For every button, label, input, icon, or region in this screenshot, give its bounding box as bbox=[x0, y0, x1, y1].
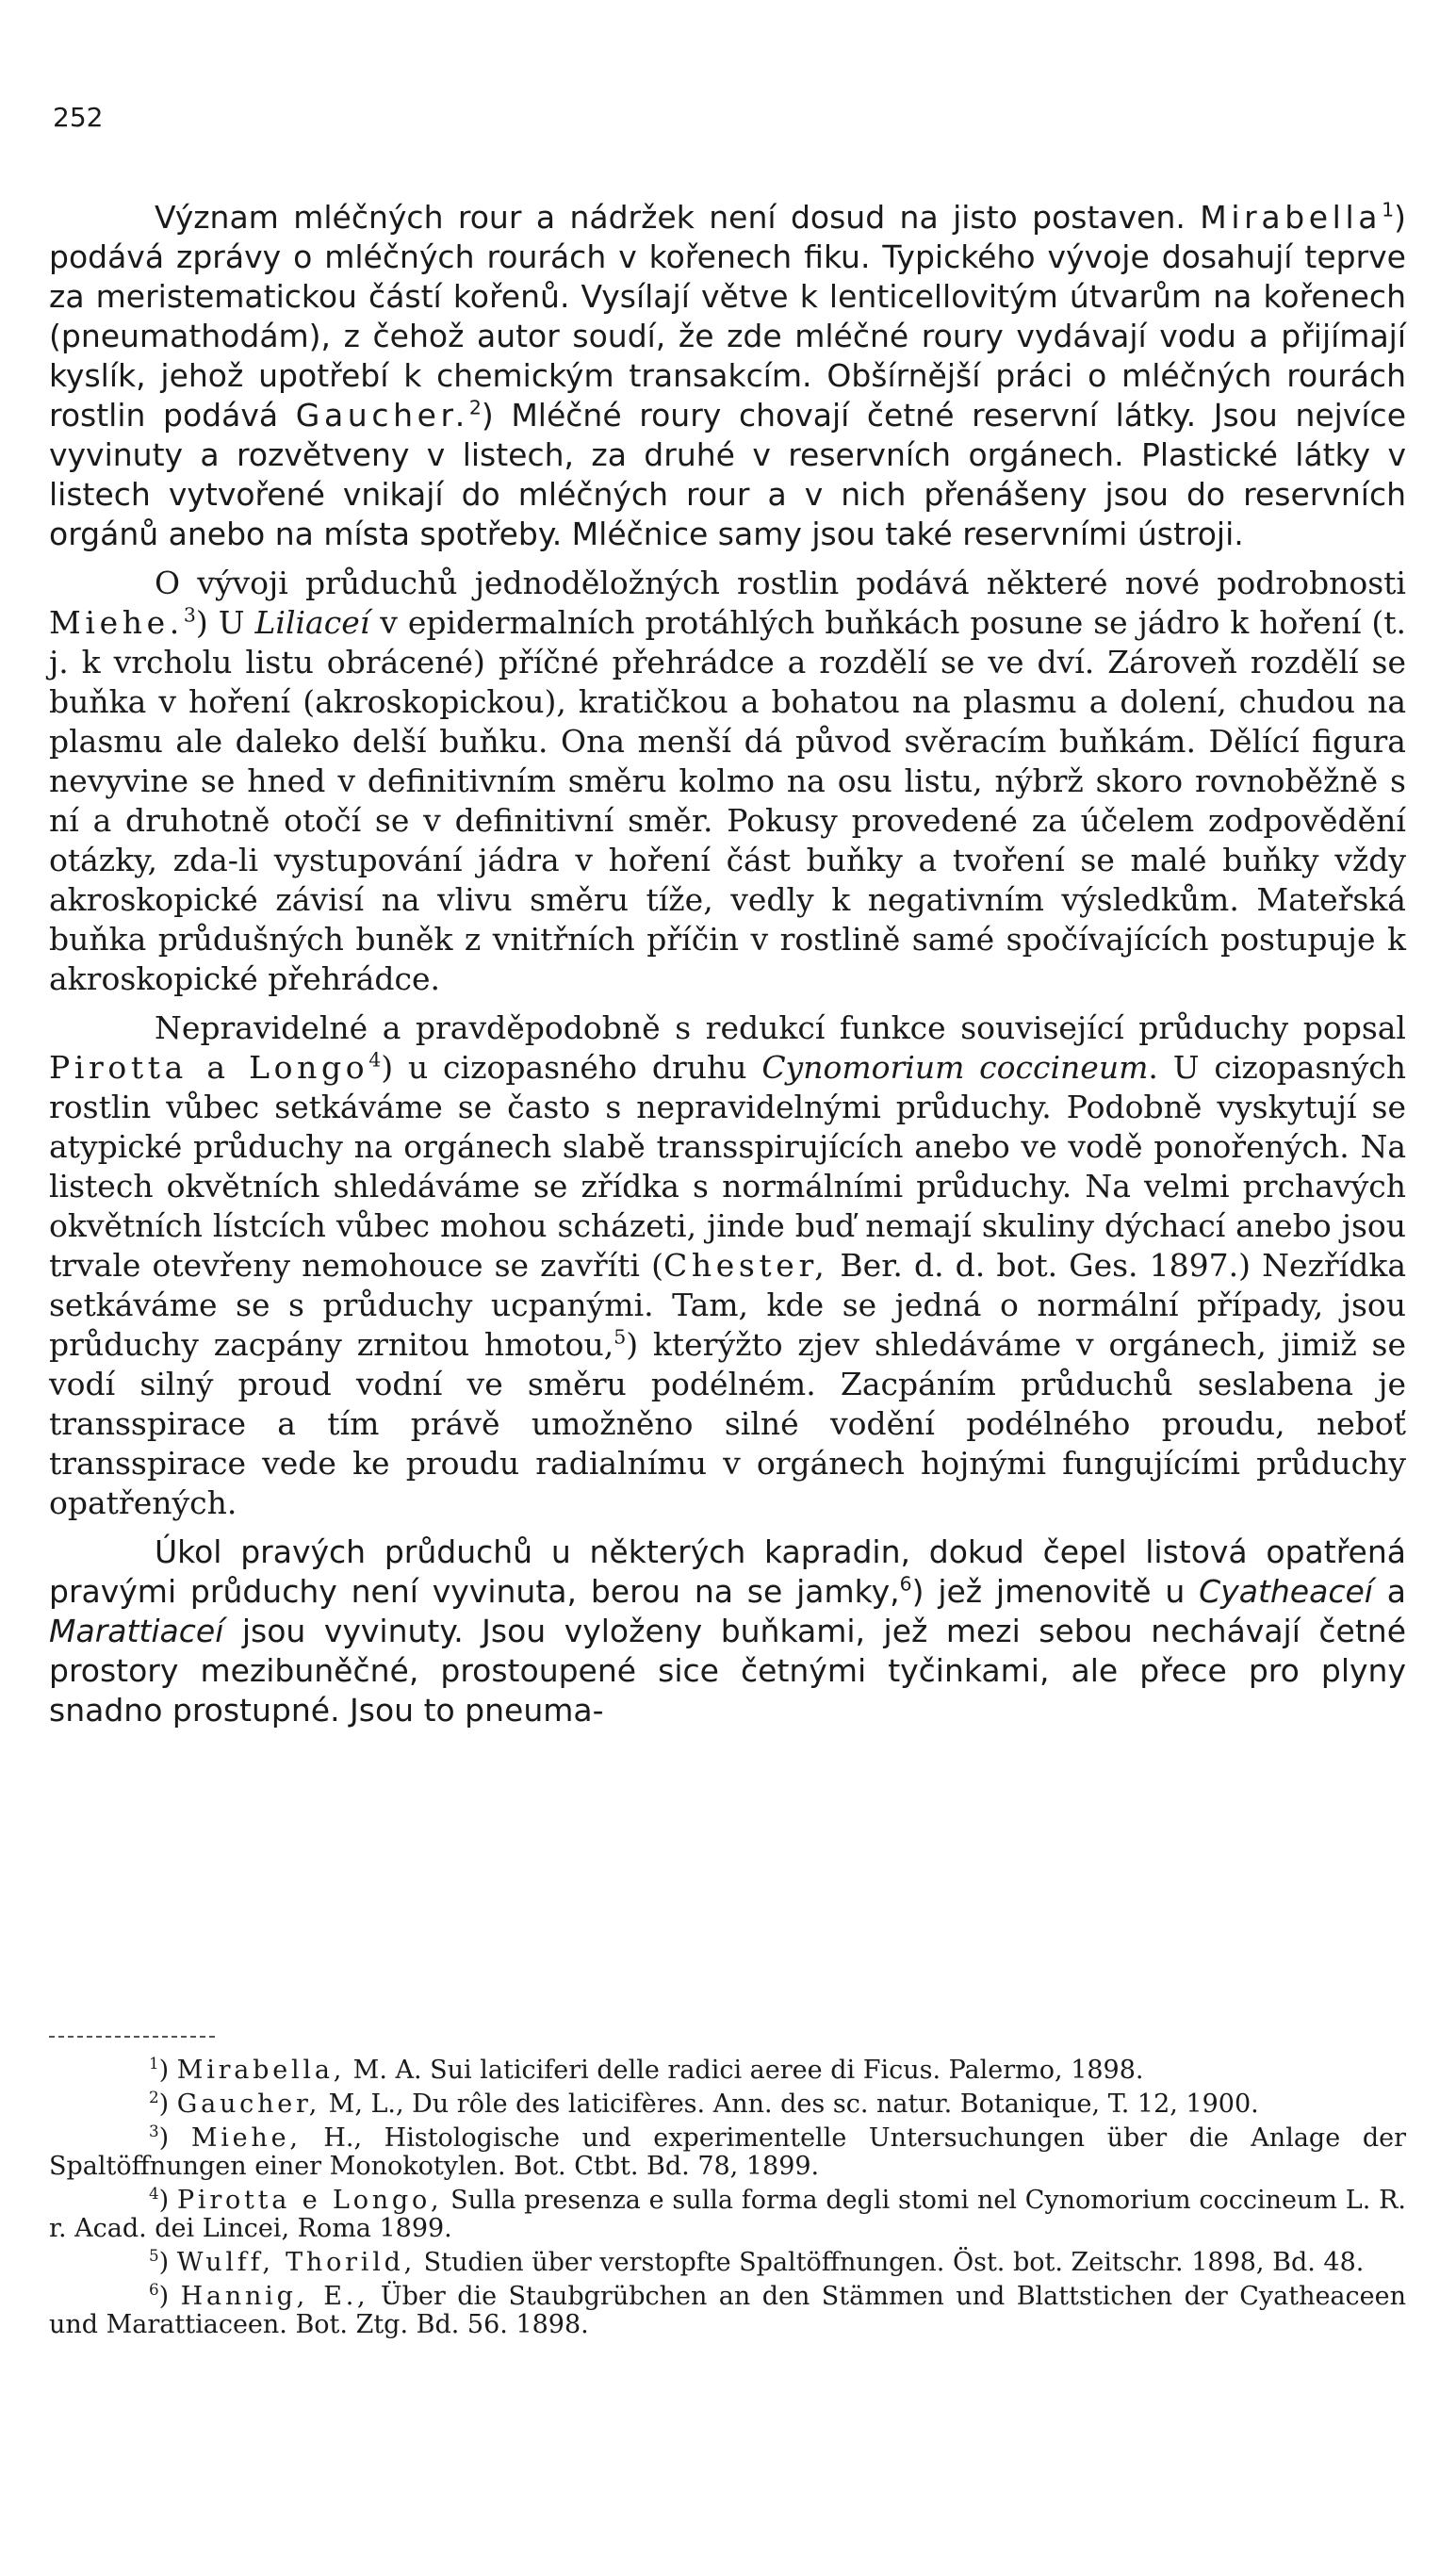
taxon-name: Cyatheaceí bbox=[1199, 1573, 1373, 1610]
footnote-mark: 5 bbox=[149, 2245, 159, 2265]
footnote-author: Wulff, Thorild, bbox=[176, 2248, 417, 2277]
footnote-ref: 5 bbox=[613, 1325, 627, 1349]
taxon-name: Cynomorium coccineum bbox=[761, 1049, 1149, 1086]
author-name: Miehe. bbox=[49, 604, 184, 641]
footnote-mark: 4 bbox=[149, 2183, 159, 2203]
paragraph-1: Význam mléčných rour a nádržek není dosud na jisto postaven. Mirabella$^1$) podává zprávy o mléčných rourách v kořenech fiku. Typického vývoje dosahují teprve za meristematickou částí kořenů. Vysílají větve k lenticellovitým útvarům na kořenech (pneumathodám), z čehož autor soudí, že zde mléčné roury vydávají vodu a přijímají kyslík, jehož upotřebí k chemickým transakcím. Obšírnější práci o mléčných rourách rostlin podává Gaucher.$^2$) Mléčné roury chovají četné reservní látky. Jsou nejvíce vyvinuty a rozvětveny v listech, za druhé v reservních orgánech. Plastické látky v listech vytvořené vnikají do mléčných rour a v nich přenášeny jsou do reservních orgánů anebo na místa spotřeby. Mléčnice samy jsou také reservními ústroji. bbox=[49, 198, 1406, 552]
author-name: Gaucher. bbox=[295, 397, 469, 434]
footnote-5: $^5$) Wulff, Thorild, Studien über verstopfte Spaltöffnungen. Öst. bot. Zeitschr. 1898, Bd. 48. bbox=[149, 2245, 1365, 2277]
footnote-3: $^3$) Miehe, H., Histologische und experimentelle Untersuchungen über die Anlage der Spaltöffnungen einer Monokotylen. Bot. Ctbt. Bd. 78, 1899. bbox=[49, 2121, 1406, 2181]
footnote-author: Mirabella, bbox=[176, 2056, 346, 2085]
paragraph-3: Nepravidelné a pravděpodobně s redukcí funkce související průduchy popsal Pirotta a Longo$^4$) u cizopasného druhu Cynomorium coccineum. U cizopasných rostlin vůbec setkáváme se často s nepravidelnými průduchy. Podobně vyskytují se atypické průduchy na orgánech slabě transspirujících anebo ve vodě ponořených. Na listech okvětních shledáváme se zřídka s normálními průduchy. Na velmi prchavých okvětních lístcích vůbec mohou scházeti, jinde buď nemají skuliny dýchací anebo jsou trvale otevřeny nemohouce se zavříti (Chester, Ber. d. d. bot. Ges. 1897.) Nezřídka setkáváme se s průduchy ucpanými. Tam, kde se jedná o normální případy, jsou průduchy zacpány zrnitou hmotou,$^5$) kterýžto zjev shledáváme v orgánech, jimiž se vodí silný proud vodní ve směru podélném. Zacpáním průduchů seslabena je transspirace a tím právě umožněno silné vodění podélného proudu, neboť transspirace vede ke proudu radialnímu v orgánech hojnými fungujícími průduchy opatřených. bbox=[49, 1009, 1407, 1521]
author-name: Mirabella bbox=[1200, 199, 1382, 236]
footnote-mark: 6 bbox=[149, 2279, 159, 2299]
footnote-author: Pirotta e Longo, bbox=[176, 2186, 443, 2215]
footnote-ref: 1 bbox=[1382, 198, 1395, 221]
author-name: Pirotta a Longo bbox=[49, 1049, 369, 1086]
footnotes bbox=[49, 2053, 1406, 2345]
paragraph-4: Úkol pravých průduchů u některých kapradin, dokud čepel listová opatřená pravými průduchy není vyvinuta, berou na se jamky,$^6$) jež jmenovitě u Cyatheaceí a Marattiaceí jsou vyvinuty. Jsou vyloženy buňkami, jež mezi sebou nechávají četné prostory mezibuněčné, prostoupené sice četnými tyčinkami, ale přece pro plyny snadno prostupné. Jsou to pneuma- bbox=[49, 1533, 1406, 1729]
footnote-ref: 4 bbox=[368, 1048, 382, 1072]
page-number: 252 bbox=[53, 102, 104, 133]
footnote-2: $^2$) Gaucher, M, L., Du rôle des laticifères. Ann. des sc. natur. Botanique, T. 12, 1900. bbox=[149, 2087, 1259, 2119]
body-text bbox=[49, 198, 1406, 1730]
footnote-mark: 3 bbox=[149, 2121, 159, 2140]
footnote-ref: 3 bbox=[183, 603, 196, 627]
footnote-ref: 2 bbox=[468, 396, 482, 419]
footnote-ref: 6 bbox=[899, 1572, 912, 1596]
footnote-6: $^6$) Hannig, E., Über die Staubgrübchen an den Stämmen und Blattstichen der Cyatheaceen und Marattiaceen. Bot. Ztg. Bd. 56. 1898. bbox=[49, 2279, 1406, 2339]
footnote-author: Miehe, bbox=[190, 2123, 302, 2153]
taxon-name: Marattiaceí bbox=[49, 1613, 224, 1649]
taxon-name: Liliaceí bbox=[254, 604, 370, 641]
footnote-mark: 1 bbox=[149, 2053, 159, 2073]
footnote-author: Gaucher, bbox=[176, 2090, 321, 2119]
footnote-author: Hannig, E., bbox=[180, 2282, 369, 2311]
paragraph-2: O vývoji průduchů jednoděložných rostlin podává některé nové podrobnosti Miehe.$^3$) U Liliaceí v epidermalních protáhlých buňkách posune se jádro k hoření (t. j. k vrcholu listu obrácené) příčné přehrádce a rozdělí se ve dví. Zároveň rozdělí se buňka v hoření (akroskopickou), kratičkou a bohatou na plasmu a dolení, chudou na plasmu ale daleko delší buňku. Ona menší dá původ svěracím buňkám. Dělící figura nevyvine se hned v definitivním směru kolmo na osu listu, nýbrž skoro rovnoběžně s ní a druhotně otočí se v definitivní směr. Pokusy provedené za účelem zodpovědění otázky, zda-li vystupování jádra v hoření část buňky a tvoření se malé buňky vždy akroskopické závisí na vlivu směru tíže, vedly k negativním výsledkům. Mateřská buňka průdušných buněk z vnitřních příčin v rostlině samé spočívajících postupuje k akroskopické přehrádce. bbox=[49, 565, 1407, 997]
footnote-mark: 2 bbox=[149, 2087, 159, 2106]
footnote-divider bbox=[49, 2036, 215, 2038]
footnote-4: $^4$) Pirotta e Longo, Sulla presenza e sulla forma degli stomi nel Cynomorium coccineum L. R. r. Acad. dei Lincei, Roma 1899. bbox=[49, 2183, 1406, 2243]
footnote-1: $^1$) Mirabella, M. A. Sui laticiferi delle radici aeree di Ficus. Palermo, 1898. bbox=[149, 2053, 1144, 2085]
author-name: Chester, bbox=[663, 1247, 829, 1284]
